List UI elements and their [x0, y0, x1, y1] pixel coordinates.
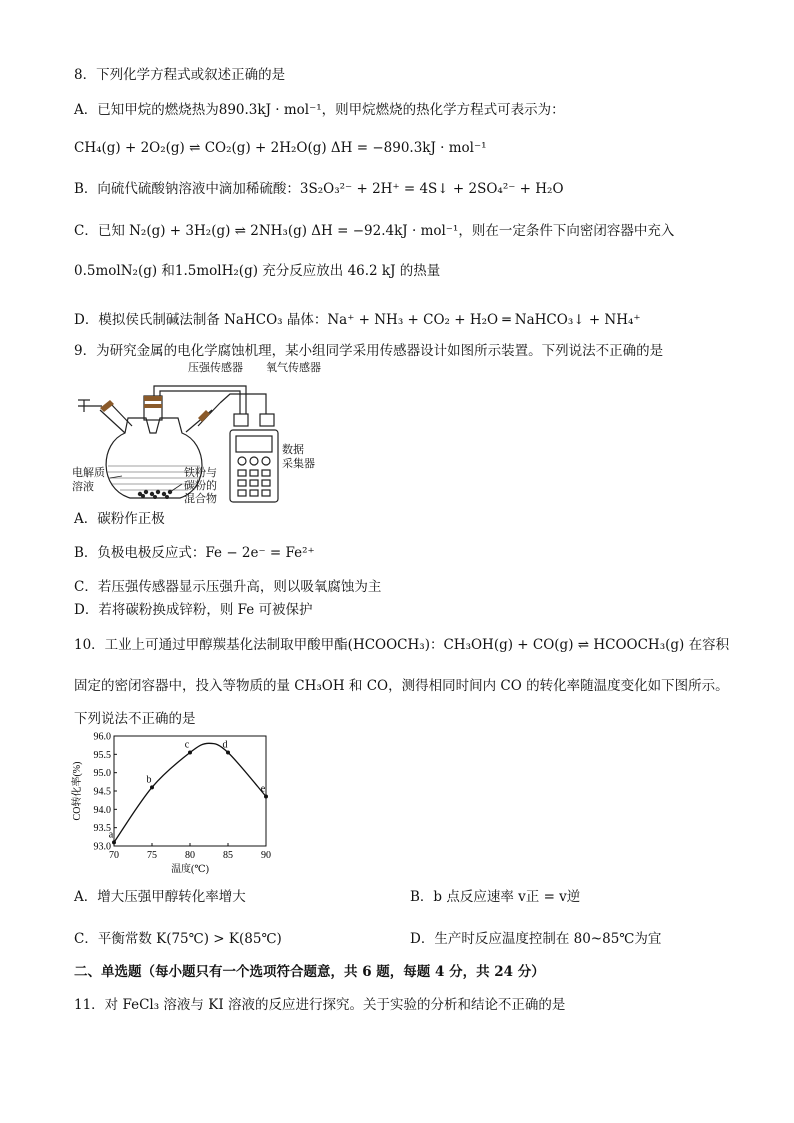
q10-stem-line1: 10．工业上可通过甲醇羰基化法制取甲酸甲酯(HCOOCH₃)：CH₃OH(g) + CO(g) ⇌ HCOOCH₃(g) 在容积 [74, 637, 730, 653]
data-point-label-e: e [260, 783, 266, 795]
data-point-d [226, 751, 230, 755]
q9-option-c: C．若压强传感器显示压强升高，则以吸氧腐蚀为主 [74, 579, 382, 595]
q9-stem: 9．为研究金属的电化学腐蚀机理，某小组同学采用传感器设计如图所示装置。下列说法不正确的是 [74, 343, 664, 359]
pressure-sensor-label: 压强传感器 [188, 362, 243, 374]
data-point-label-c: c [184, 739, 190, 751]
y-tick-label: 93.0 [93, 841, 111, 853]
y-tick-label: 94.0 [93, 804, 111, 816]
q9-option-d: D．若将碳粉换成锌粉，则 Fe 可被保护 [74, 602, 313, 618]
corrosion-apparatus-figure [70, 358, 350, 508]
data-point-label-a: a [108, 829, 114, 841]
y-tick-label: 95.0 [93, 768, 111, 780]
x-tick-label: 70 [109, 850, 119, 861]
mixture-label-2: 碳粉的 [184, 480, 217, 492]
data-point-c [188, 751, 192, 755]
y-tick-label: 95.5 [93, 749, 111, 761]
data-point-e [264, 795, 268, 799]
q10-option-d: D．生产时反应温度控制在 80~85℃为宜 [410, 931, 662, 947]
q10-stem-line2: 固定的密闭容器中，投入等物质的量 CH₃OH 和 CO，测得相同时间内 CO 的转化率随温度变化如下图所示。 [74, 678, 729, 694]
q9-option-a: A．碳粉作正极 [74, 511, 165, 527]
q8-option-a-line1: A．已知甲烷的燃烧热为890.3kJ · mol⁻¹，则甲烷燃烧的热化学方程式可表示为： [74, 102, 565, 118]
data-point-label-d: d [222, 739, 228, 751]
q10-stem-line3: 下列说法不正确的是 [74, 711, 196, 727]
q8-option-b: B．向硫代硫酸钠溶液中滴加稀硫酸：3S₂O₃²⁻ + 2H⁺ = 4S↓ + 2SO₄²⁻ + H₂O [74, 181, 564, 197]
section-2-title: 二、单选题（每小题只有一个选项符合题意，共 6 题，每题 4 分，共 24 分） [74, 964, 545, 980]
q8-stem: 8．下列化学方程式或叙述正确的是 [74, 67, 286, 83]
data-point-a [112, 840, 116, 844]
y-tick-label: 94.5 [93, 786, 111, 798]
y-tick-label: 96.0 [93, 731, 111, 743]
chart-y-axis-label: CO转化率(%) [72, 761, 83, 821]
q10-option-a: A．增大压强甲醇转化率增大 [74, 889, 246, 905]
electrolyte-label-1: 电解质 [72, 467, 105, 479]
x-tick-label: 85 [223, 850, 233, 861]
data-point-label-b: b [146, 774, 152, 786]
data-point-b [150, 785, 154, 789]
q10-option-b: B．b 点反应速率 v正 = v逆 [410, 889, 581, 905]
co-conversion-chart [70, 728, 290, 878]
oxygen-sensor-label: 氧气传感器 [266, 362, 321, 374]
q8-option-d: D．模拟侯氏制碱法制备 NaHCO₃ 晶体：Na⁺ + NH₃ + CO₂ + H₂O ═ NaHCO₃↓ + NH₄⁺ [74, 312, 641, 328]
mixture-label-3: 混合物 [184, 493, 217, 505]
electrolyte-label-2: 溶液 [72, 481, 94, 493]
q11-stem: 11．对 FeCl₃ 溶液与 KI 溶液的反应进行探究。关于实验的分析和结论不正确的是 [74, 997, 566, 1013]
x-tick-label: 75 [147, 850, 157, 861]
data-collector-label-1: 数据 [282, 444, 304, 456]
q8-option-a-equation: CH₄(g) + 2O₂(g) ⇌ CO₂(g) + 2H₂O(g) ΔH = −890.3kJ · mol⁻¹ [74, 140, 487, 156]
y-tick-label: 93.5 [93, 823, 111, 835]
x-tick-label: 90 [261, 850, 271, 861]
data-collector-label-2: 采集器 [282, 458, 315, 470]
chart-x-axis-label: 温度(℃) [171, 864, 209, 875]
mixture-label-1: 铁粉与 [184, 467, 217, 479]
q8-option-c-line2: 0.5molN₂(g) 和1.5molH₂(g) 充分反应放出 46.2 kJ 的热量 [74, 263, 441, 279]
q10-option-c: C．平衡常数 K(75℃) > K(85℃) [74, 931, 282, 947]
co-conversion-curve [114, 743, 266, 842]
q9-option-b: B．负极电极反应式：Fe − 2e⁻ = Fe²⁺ [74, 545, 315, 561]
q8-option-c-line1: C．已知 N₂(g) + 3H₂(g) ⇌ 2NH₃(g) ΔH = −92.4kJ · mol⁻¹，则在一定条件下向密闭容器中充入 [74, 223, 675, 239]
x-tick-label: 80 [185, 850, 195, 861]
